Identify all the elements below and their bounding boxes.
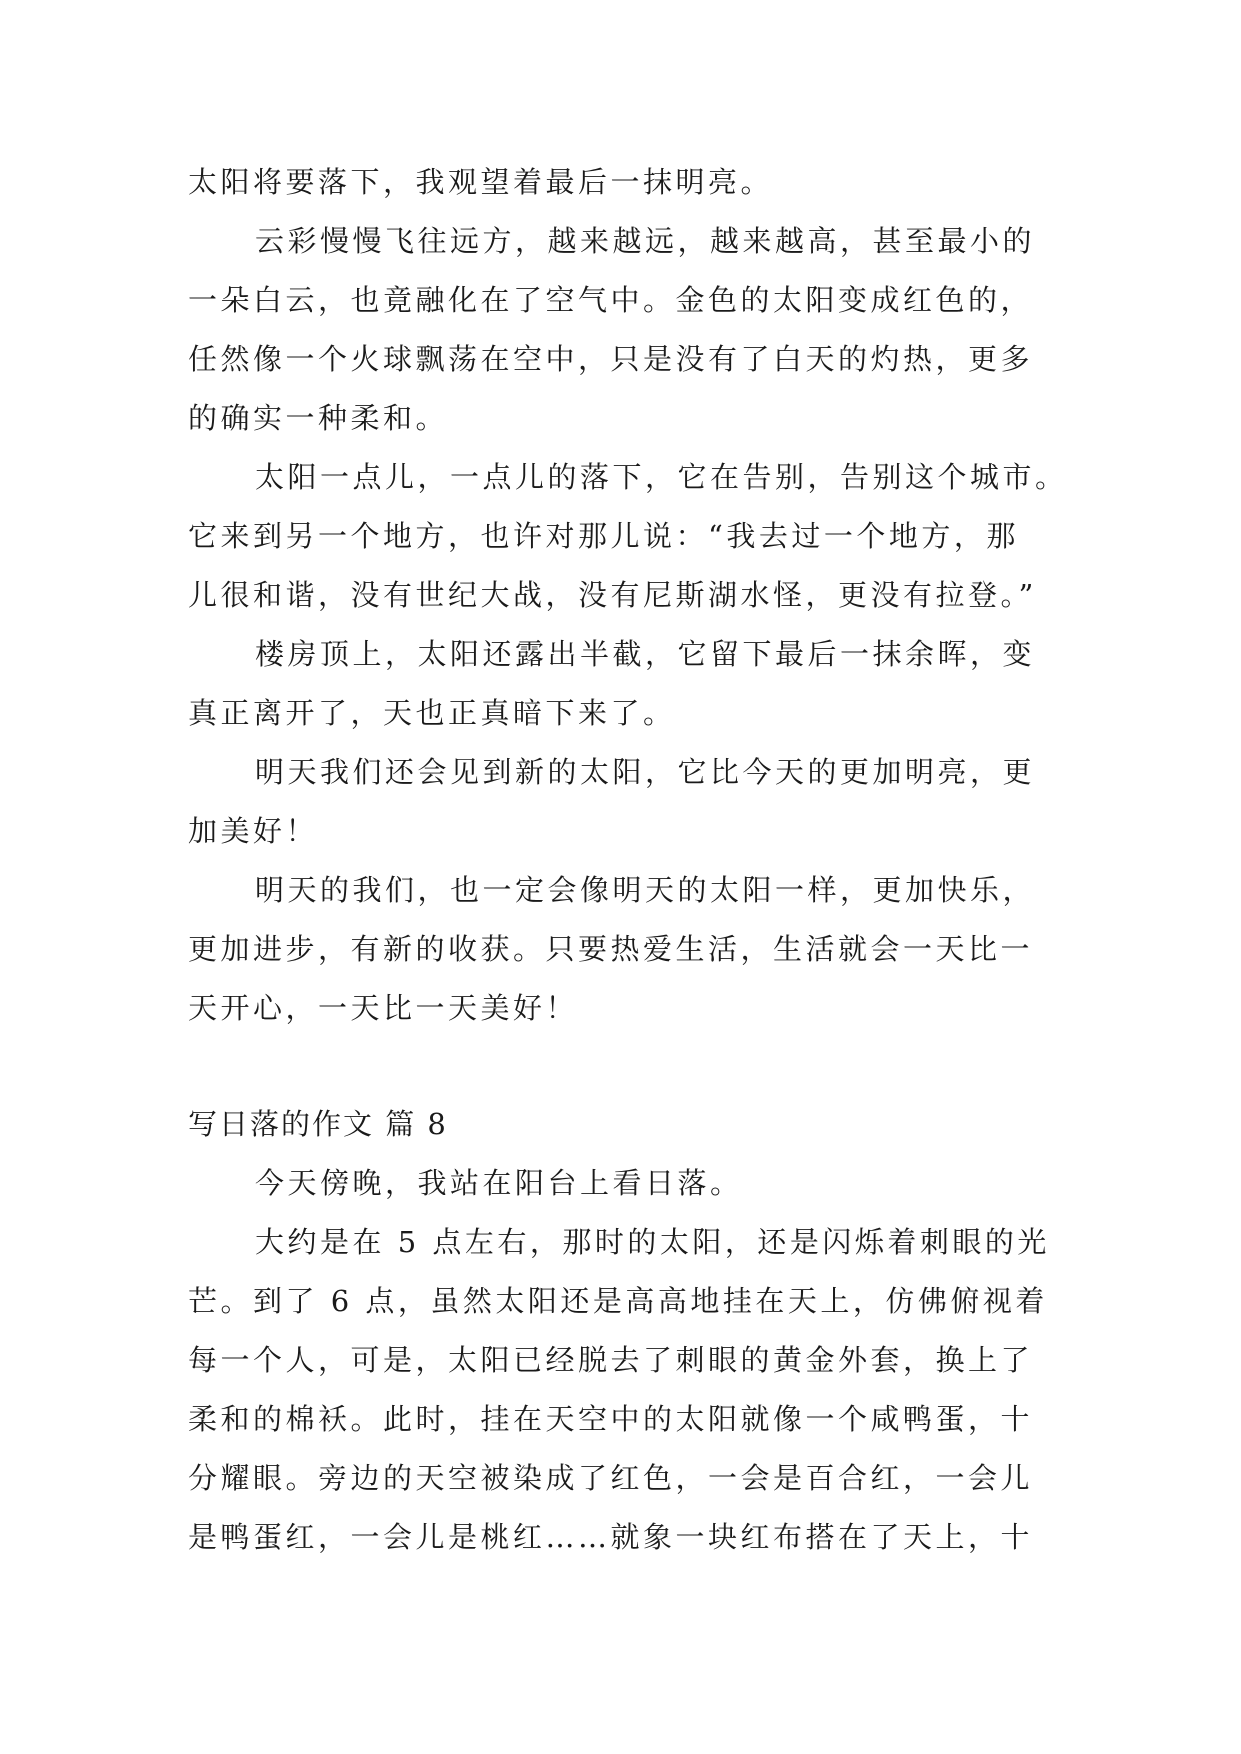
paragraph-start: 楼房顶上，太阳还露出半截，它留下最后一抹余晖，变 <box>255 637 1036 671</box>
paragraph-start: 太阳一点儿，一点儿的落下，它在告别，告别这个城市。 <box>255 460 1068 494</box>
text-line: 天开心，一天比一天美好！ <box>188 991 579 1025</box>
section-heading: 写日落的作文 篇 8 <box>188 1107 448 1141</box>
text-line: 任然像一个火球飘荡在空中，只是没有了白天的灼热，更多 <box>188 342 1034 376</box>
paragraph-start: 今天傍晚，我站在阳台上看日落。 <box>255 1166 743 1200</box>
paragraph-start: 明天我们还会见到新的太阳，它比今天的更加明亮，更 <box>255 755 1036 789</box>
text-line: 每一个人，可是，太阳已经脱去了刺眼的黄金外套，换上了 <box>188 1343 1034 1377</box>
text-line: 柔和的棉袄。此时，挂在天空中的太阳就像一个咸鸭蛋，十 <box>188 1402 1034 1436</box>
text-line: 的确实一种柔和。 <box>188 401 449 435</box>
text-line: 加美好！ <box>188 814 319 848</box>
text-line: 是鸭蛋红，一会儿是桃红……就象一块红布搭在了天上，十 <box>188 1520 1034 1554</box>
paragraph-start: 云彩慢慢飞往远方，越来越远，越来越高，甚至最小的 <box>255 224 1036 258</box>
paragraph-start: 大约是在 5 点左右，那时的太阳，还是闪烁着刺眼的光 <box>255 1225 1050 1259</box>
text-line: 更加进步，有新的收获。只要热爱生活，生活就会一天比一 <box>188 932 1034 966</box>
text-line: 儿很和谐，没有世纪大战，没有尼斯湖水怪，更没有拉登。” <box>188 578 1037 612</box>
text-line: 分耀眼。旁边的天空被染成了红色，一会是百合红，一会儿 <box>188 1461 1034 1495</box>
text-line: 一朵白云，也竟融化在了空气中。金色的太阳变成红色的， <box>188 283 1034 317</box>
text-line: 真正离开了，天也正真暗下来了。 <box>188 696 676 730</box>
text-line: 它来到另一个地方，也许对那儿说：“我去过一个地方，那 <box>188 519 1019 553</box>
text-line: 太阳将要落下，我观望着最后一抹明亮。 <box>188 165 774 199</box>
paragraph-start: 明天的我们，也一定会像明天的太阳一样，更加快乐， <box>255 873 1036 907</box>
text-line: 芒。到了 6 点，虽然太阳还是高高地挂在天上，仿佛俯视着 <box>188 1284 1048 1318</box>
